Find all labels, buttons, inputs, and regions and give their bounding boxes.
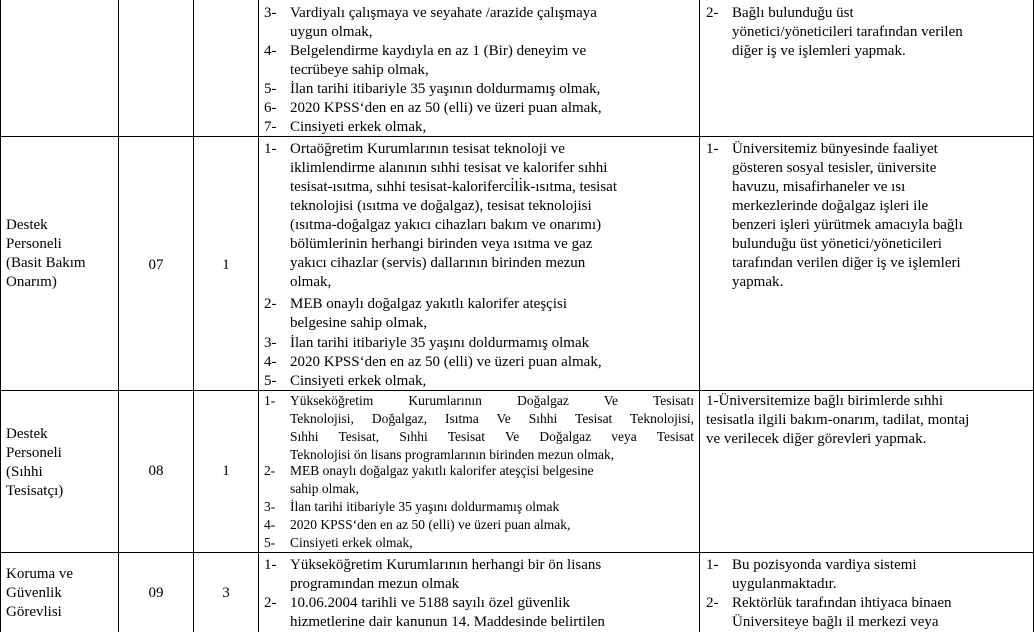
position-table: 3- Vardiyalı çalışmaya ve seyahate /arazide çalışmaya uygun olmak, 4- Belgelendirme kaydıyla en az 1 (Bir) deneyim ve tecrübeye sahip olmak, 5- İlan tarihi itibariyle 35 yaşının doldurmamış olmak, 6- 2020 KPSS‘den en az 50 (elli) ve üzeri puan almak, 7- Cinsiyeti erkek olmak, 2- Bağlı bulunduğu üst yönetici/yöneticileri tarafından verilen diğer iş ve işlemleri yapmak. Destek Personeli (Basit Bakım Onarım) 07 1 1- Ortaöğretim Kurumlarının tesisat teknoloji ve iklimlendirme alanının sıhhi tesisat ve kalorifer sıhhi tesisat-ısıtma, sıhhi tesisat-kaloriferci̇li̇k-ısıtma, tesisat teknolojisi (ısıtma ve doğalgaz), tesisat teknolojisi (ısıtma-doğalgaz yakıcı cihazları bakım ve onarımı) bölümlerinin herhangi birinden veya ısıtma ve gaz yakıcı cihazlar (servis) dallarının birinden mezun olmak, 2- MEB onaylı doğalgaz yakıtlı kalorifer ateşçisi belgesine sahip olmak, 3- İlan tarihi itibariyle 35 yaşını doldurmamış olmak 4- 2020 KPSS‘den en az 50 (elli) ve üzeri puan almak, 5- Cinsiyeti erkek olmak, 1- Üniversitemiz bünyesinde faaliyet gösteren sosyal tesisler, üniversite havuzu, misafirhaneler ve ısı merkezlerinde doğalgaz işleri ile benzeri işleri yürütmek amacıyla bağlı bulunduğu üst yönetici/yöneticileri tarafından verilen diğer iş ve işlemleri yapmak. Destek Personeli (Sıhhi Tesisatçı) 08 1 1- Yükseköğretim Kurumlarının Doğalgaz Ve Tesisatı Teknolojisi, Doğalgaz, Isıtma Ve Sıhhi Tesisat Teknolojisi, Sıhhi Tesisat, Sıhhi Tesisat Ve Doğalgaz veya Tesisat Teknolojisi ön lisans programlarının birinden mezun olmak, 2- MEB onaylı doğalgaz yakıtlı kalorifer ateşçisi belgesine sahip olmak, 3- İlan tarihi itibariyle 35 yaşını doldurmamış olmak 4- 2020 KPSS‘den en az 50 (elli) ve üzeri puan almak, 5- Cinsiyeti erkek olmak, 1-Üniversitemize bağlı birimlerde sıhhi tesisatla ilgili bakım-onarım, tadilat, montaj ve verilecek diğer görevleri yapmak. Koruma ve Güvenlik Görevlisi 09 3 1- Yükseköğretim Kurumlarının herhangi bir ön lisans programından mezun olmak 2- 10.06.2004 tarihli ve 5188 sayılı özel güvenlik hizmetlerine dair kanunun 14. Maddesinde belirtilen 1- Bu pozisyonda vardiya sistemi uygulanmaktadır. 2- Rektörlük tarafından ihtiyaca binaen Üniversiteye bağlı il merkezi veya — [0, 0, 1034, 632]
row-divider — [0, 552, 1034, 553]
position-code: 08 — [148, 463, 164, 479]
position-count: 3 — [222, 585, 230, 601]
position-title: Koruma ve Güvenlik Görevlisi — [6, 566, 74, 620]
position-count: 1 — [222, 257, 230, 273]
column-divider — [0, 0, 1, 632]
position-title: Destek Personeli (Sıhhi Tesisatçı) — [6, 426, 64, 499]
position-code: 09 — [148, 585, 164, 601]
column-divider — [193, 0, 194, 632]
column-divider — [118, 0, 119, 632]
position-count: 1 — [222, 463, 230, 479]
column-divider — [699, 0, 700, 632]
row-divider — [0, 390, 1034, 391]
column-divider — [258, 0, 259, 632]
duties-text: 1-Üniversitemize bağlı birimlerde sıhhi tesisatla ilgili bakım-onarım, tadilat, montaj ve verilecek diğer görevleri yapmak. — [706, 393, 970, 447]
row-divider — [0, 136, 1034, 137]
position-title: Destek Personeli (Basit Bakım Onarım) — [6, 217, 86, 290]
position-code: 07 — [148, 257, 164, 273]
